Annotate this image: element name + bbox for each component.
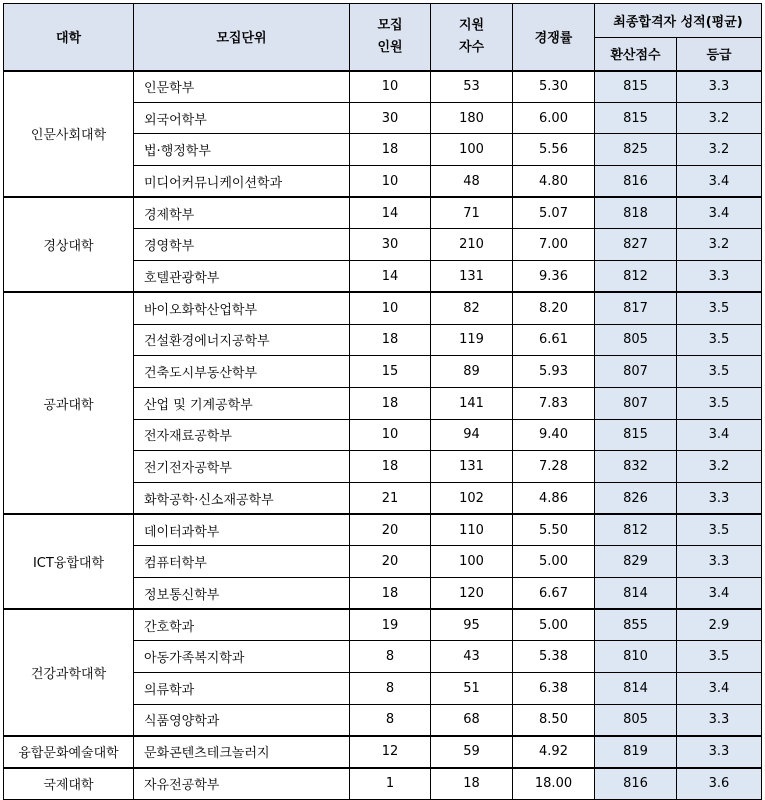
score-cell: 832 (595, 451, 677, 483)
ratio-cell: 5.38 (513, 641, 595, 673)
grade-cell: 2.9 (677, 609, 762, 641)
table-row (4, 736, 762, 768)
applicants-cell: 95 (431, 609, 513, 641)
score-cell: 825 (595, 134, 677, 166)
table-row (4, 197, 762, 229)
ratio-cell: 9.40 (513, 419, 595, 451)
score-cell: 810 (595, 641, 677, 673)
score-cell: 807 (595, 387, 677, 419)
unit-name: 의류학과 (134, 673, 350, 705)
applicants-cell: 68 (431, 704, 513, 736)
table-row (4, 71, 762, 103)
college-name: 경상대학 (4, 197, 134, 292)
applicants-cell: 120 (431, 578, 513, 610)
score-cell: 805 (595, 324, 677, 356)
score-cell: 816 (595, 768, 677, 800)
applicants-cell: 102 (431, 482, 513, 514)
quota-cell: 8 (350, 704, 431, 736)
unit-name: 간호학과 (134, 609, 350, 641)
score-cell: 817 (595, 292, 677, 324)
ratio-cell: 6.00 (513, 102, 595, 134)
ratio-cell: 4.80 (513, 166, 595, 198)
grade-cell: 3.3 (677, 704, 762, 736)
unit-name: 전기전자공학부 (134, 451, 350, 483)
quota-cell: 18 (350, 578, 431, 610)
college-name: ICT융합대학 (4, 514, 134, 609)
applicants-cell: 94 (431, 419, 513, 451)
applicants-cell: 48 (431, 166, 513, 198)
quota-cell: 21 (350, 482, 431, 514)
ratio-cell: 7.00 (513, 229, 595, 261)
ratio-cell: 6.38 (513, 673, 595, 705)
unit-name: 컴퓨터학부 (134, 546, 350, 578)
grade-cell: 3.3 (677, 71, 762, 103)
unit-name: 정보통신학부 (134, 578, 350, 610)
applicants-cell: 59 (431, 736, 513, 768)
header-score: 환산점수 (595, 38, 677, 71)
header-college: 대학 (4, 4, 134, 71)
quota-cell: 18 (350, 324, 431, 356)
quota-cell: 14 (350, 197, 431, 229)
grade-cell: 3.4 (677, 578, 762, 610)
ratio-cell: 7.83 (513, 387, 595, 419)
ratio-cell: 5.07 (513, 197, 595, 229)
grade-cell: 3.3 (677, 261, 762, 293)
applicants-cell: 131 (431, 451, 513, 483)
applicants-cell: 131 (431, 261, 513, 293)
table-body (4, 71, 762, 800)
quota-cell: 18 (350, 451, 431, 483)
score-cell: 816 (595, 166, 677, 198)
header-quota: 모집 인원 (350, 4, 431, 71)
unit-name: 전자재료공학부 (134, 419, 350, 451)
ratio-cell: 5.00 (513, 546, 595, 578)
admissions-table (3, 3, 762, 800)
header-applicants: 지원 자수 (431, 4, 513, 71)
college-name: 융합문화예술대학 (4, 736, 134, 768)
quota-cell: 18 (350, 387, 431, 419)
quota-cell: 12 (350, 736, 431, 768)
applicants-cell: 53 (431, 71, 513, 103)
applicants-cell: 141 (431, 387, 513, 419)
unit-name: 산업 및 기계공학부 (134, 387, 350, 419)
grade-cell: 3.3 (677, 482, 762, 514)
unit-name: 외국어학부 (134, 102, 350, 134)
applicants-cell: 82 (431, 292, 513, 324)
ratio-cell: 8.50 (513, 704, 595, 736)
grade-cell: 3.5 (677, 641, 762, 673)
quota-cell: 1 (350, 768, 431, 800)
applicants-cell: 110 (431, 514, 513, 546)
score-cell: 815 (595, 71, 677, 103)
quota-cell: 14 (350, 261, 431, 293)
ratio-cell: 6.67 (513, 578, 595, 610)
quota-cell: 19 (350, 609, 431, 641)
quota-cell: 10 (350, 71, 431, 103)
applicants-cell: 18 (431, 768, 513, 800)
grade-cell: 3.3 (677, 546, 762, 578)
grade-cell: 3.5 (677, 514, 762, 546)
ratio-cell: 4.92 (513, 736, 595, 768)
table-row (4, 768, 762, 800)
score-cell: 805 (595, 704, 677, 736)
unit-name: 데이터과학부 (134, 514, 350, 546)
grade-cell: 3.5 (677, 292, 762, 324)
unit-name: 건설환경에너지공학부 (134, 324, 350, 356)
unit-name: 자유전공학부 (134, 768, 350, 800)
grade-cell: 3.2 (677, 229, 762, 261)
score-cell: 819 (595, 736, 677, 768)
grade-cell: 3.4 (677, 419, 762, 451)
applicants-cell: 89 (431, 356, 513, 388)
table-header (4, 4, 762, 71)
unit-name: 건축도시부동산학부 (134, 356, 350, 388)
quota-cell: 8 (350, 673, 431, 705)
ratio-cell: 6.61 (513, 324, 595, 356)
applicants-cell: 180 (431, 102, 513, 134)
score-cell: 815 (595, 419, 677, 451)
applicants-cell: 100 (431, 546, 513, 578)
score-cell: 812 (595, 261, 677, 293)
applicants-cell: 71 (431, 197, 513, 229)
grade-cell: 3.2 (677, 451, 762, 483)
header-unit: 모집단위 (134, 4, 350, 71)
quota-cell: 10 (350, 292, 431, 324)
score-cell: 826 (595, 482, 677, 514)
applicants-cell: 51 (431, 673, 513, 705)
quota-cell: 10 (350, 419, 431, 451)
college-name: 인문사회대학 (4, 71, 134, 198)
grade-cell: 3.5 (677, 356, 762, 388)
header-grade: 등급 (677, 38, 762, 71)
score-cell: 827 (595, 229, 677, 261)
ratio-cell: 5.56 (513, 134, 595, 166)
quota-cell: 20 (350, 546, 431, 578)
unit-name: 문화콘텐츠테크놀러지 (134, 736, 350, 768)
college-name: 국제대학 (4, 768, 134, 800)
ratio-cell: 5.00 (513, 609, 595, 641)
college-name: 공과대학 (4, 292, 134, 514)
score-cell: 814 (595, 578, 677, 610)
score-cell: 815 (595, 102, 677, 134)
ratio-cell: 4.86 (513, 482, 595, 514)
applicants-cell: 119 (431, 324, 513, 356)
applicants-cell: 210 (431, 229, 513, 261)
unit-name: 바이오화학산업학부 (134, 292, 350, 324)
unit-name: 미디어커뮤니케이션학과 (134, 166, 350, 198)
unit-name: 식품영양학과 (134, 704, 350, 736)
ratio-cell: 5.30 (513, 71, 595, 103)
score-cell: 814 (595, 673, 677, 705)
grade-cell: 3.4 (677, 197, 762, 229)
ratio-cell: 5.50 (513, 514, 595, 546)
grade-cell: 3.2 (677, 102, 762, 134)
unit-name: 아동가족복지학과 (134, 641, 350, 673)
unit-name: 경영학부 (134, 229, 350, 261)
quota-cell: 15 (350, 356, 431, 388)
table-row (4, 609, 762, 641)
unit-name: 호텔관광학부 (134, 261, 350, 293)
unit-name: 경제학부 (134, 197, 350, 229)
table-row (4, 514, 762, 546)
ratio-cell: 5.93 (513, 356, 595, 388)
grade-cell: 3.5 (677, 387, 762, 419)
score-cell: 807 (595, 356, 677, 388)
score-cell: 812 (595, 514, 677, 546)
unit-name: 인문학부 (134, 71, 350, 103)
admissions-table-wrapper (3, 3, 762, 800)
grade-cell: 3.4 (677, 166, 762, 198)
grade-cell: 3.4 (677, 673, 762, 705)
ratio-cell: 9.36 (513, 261, 595, 293)
quota-cell: 10 (350, 166, 431, 198)
ratio-cell: 18.00 (513, 768, 595, 800)
score-cell: 855 (595, 609, 677, 641)
grade-cell: 3.3 (677, 736, 762, 768)
grade-cell: 3.2 (677, 134, 762, 166)
quota-cell: 18 (350, 134, 431, 166)
table-row (4, 292, 762, 324)
ratio-cell: 7.28 (513, 451, 595, 483)
ratio-cell: 8.20 (513, 292, 595, 324)
score-cell: 829 (595, 546, 677, 578)
unit-name: 화학공학·신소재공학부 (134, 482, 350, 514)
score-cell: 818 (595, 197, 677, 229)
header-final-group: 최종합격자 성적(평균) (595, 4, 762, 38)
quota-cell: 30 (350, 102, 431, 134)
quota-cell: 30 (350, 229, 431, 261)
unit-name: 법·행정학부 (134, 134, 350, 166)
grade-cell: 3.6 (677, 768, 762, 800)
college-name: 건강과학대학 (4, 609, 134, 736)
header-ratio: 경쟁률 (513, 4, 595, 71)
quota-cell: 20 (350, 514, 431, 546)
applicants-cell: 43 (431, 641, 513, 673)
applicants-cell: 100 (431, 134, 513, 166)
quota-cell: 8 (350, 641, 431, 673)
grade-cell: 3.5 (677, 324, 762, 356)
